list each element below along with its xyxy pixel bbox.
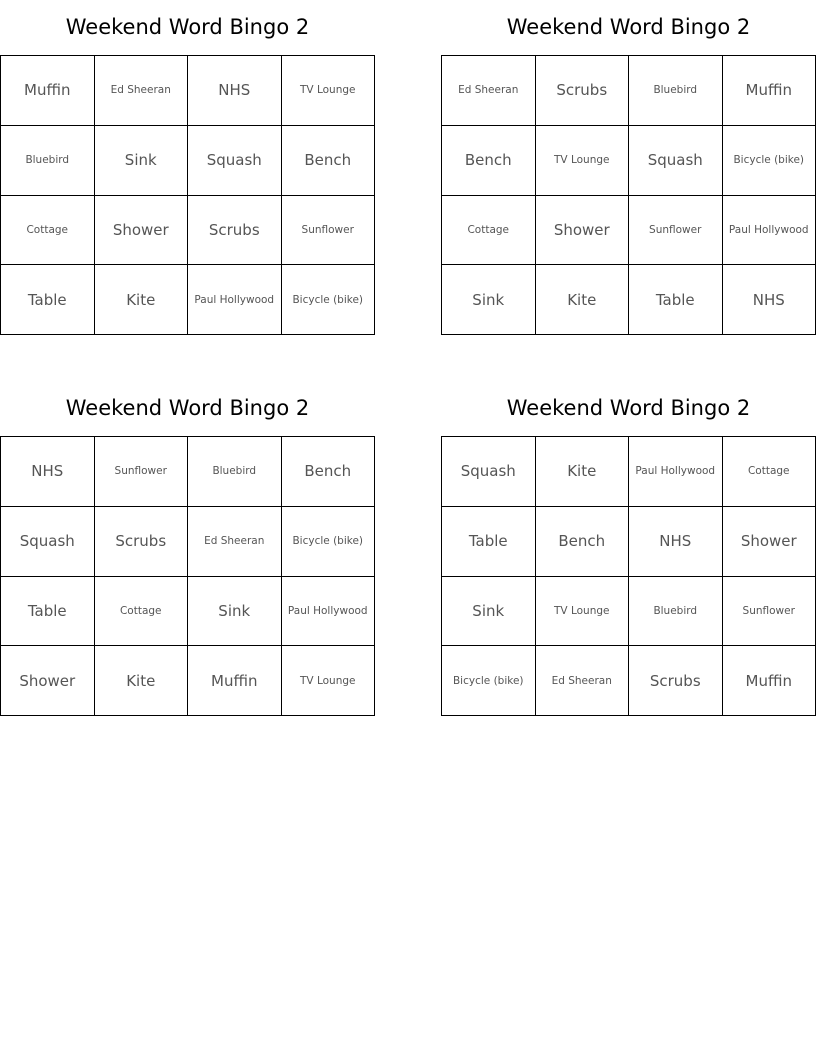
bingo-cell: NHS (629, 507, 723, 577)
bingo-cell: Kite (536, 265, 630, 335)
bingo-cell: Bluebird (188, 437, 282, 507)
bingo-cell: Paul Hollywood (629, 437, 723, 507)
bingo-grid (441, 436, 816, 716)
bingo-cell: Sink (442, 577, 536, 647)
bingo-cell: Sunflower (95, 437, 189, 507)
bingo-cell: Kite (95, 646, 189, 716)
bingo-cell: Muffin (723, 646, 816, 716)
bingo-cell: Ed Sheeran (536, 646, 630, 716)
bingo-cell: Sink (188, 577, 282, 647)
bingo-cell: TV Lounge (282, 646, 376, 716)
bingo-cell: NHS (188, 56, 282, 126)
bingo-cell: Cottage (95, 577, 189, 647)
bingo-cell: Bicycle (bike) (282, 507, 376, 577)
bingo-cell: Paul Hollywood (723, 196, 816, 266)
bingo-cell: TV Lounge (536, 126, 630, 196)
bingo-cell: Shower (536, 196, 630, 266)
bingo-cell: Scrubs (95, 507, 189, 577)
bingo-cell: Cottage (723, 437, 816, 507)
bingo-cell: Sunflower (723, 577, 816, 647)
bingo-cell: NHS (1, 437, 95, 507)
bingo-cell: Bluebird (629, 577, 723, 647)
bingo-cell: Scrubs (536, 56, 630, 126)
bingo-cell: Shower (723, 507, 816, 577)
bingo-cell: TV Lounge (282, 56, 376, 126)
bingo-cell: Bicycle (bike) (442, 646, 536, 716)
bingo-cell: Ed Sheeran (95, 56, 189, 126)
bingo-cell: Squash (442, 437, 536, 507)
bingo-cell: Table (442, 507, 536, 577)
bingo-grid (0, 55, 375, 335)
bingo-cell: Bench (442, 126, 536, 196)
card-title: Weekend Word Bingo 2 (65, 15, 310, 39)
bingo-cell: Squash (188, 126, 282, 196)
bingo-cell: Paul Hollywood (282, 577, 376, 647)
bingo-grid (441, 55, 816, 335)
bingo-cell: Bicycle (bike) (282, 265, 376, 335)
bingo-cell: Kite (536, 437, 630, 507)
bingo-cell: Bench (282, 437, 376, 507)
bingo-cell: Bench (282, 126, 376, 196)
card-title: Weekend Word Bingo 2 (65, 396, 310, 420)
bingo-cell: Bicycle (bike) (723, 126, 816, 196)
bingo-cell: Squash (629, 126, 723, 196)
bingo-cell: Shower (1, 646, 95, 716)
bingo-cell: Shower (95, 196, 189, 266)
bingo-cell: Ed Sheeran (442, 56, 536, 126)
bingo-cell: Kite (95, 265, 189, 335)
bingo-cell: Table (1, 577, 95, 647)
bingo-cell: Paul Hollywood (188, 265, 282, 335)
bingo-cell: Bluebird (629, 56, 723, 126)
bingo-cell: Muffin (188, 646, 282, 716)
bingo-cell: NHS (723, 265, 816, 335)
bingo-cell: Scrubs (629, 646, 723, 716)
bingo-cell: Sink (442, 265, 536, 335)
bingo-cell: Table (1, 265, 95, 335)
bingo-cell: Bench (536, 507, 630, 577)
bingo-cell: Ed Sheeran (188, 507, 282, 577)
bingo-cell: Sink (95, 126, 189, 196)
card-title: Weekend Word Bingo 2 (506, 15, 751, 39)
bingo-cell: Sunflower (282, 196, 376, 266)
bingo-cell: Sunflower (629, 196, 723, 266)
bingo-cell: Table (629, 265, 723, 335)
bingo-cell: Squash (1, 507, 95, 577)
bingo-cell: Scrubs (188, 196, 282, 266)
bingo-cell: Cottage (1, 196, 95, 266)
card-title: Weekend Word Bingo 2 (506, 396, 751, 420)
bingo-cell: Cottage (442, 196, 536, 266)
bingo-grid (0, 436, 375, 716)
bingo-cell: Bluebird (1, 126, 95, 196)
bingo-cell: TV Lounge (536, 577, 630, 647)
bingo-cell: Muffin (1, 56, 95, 126)
bingo-cell: Muffin (723, 56, 816, 126)
